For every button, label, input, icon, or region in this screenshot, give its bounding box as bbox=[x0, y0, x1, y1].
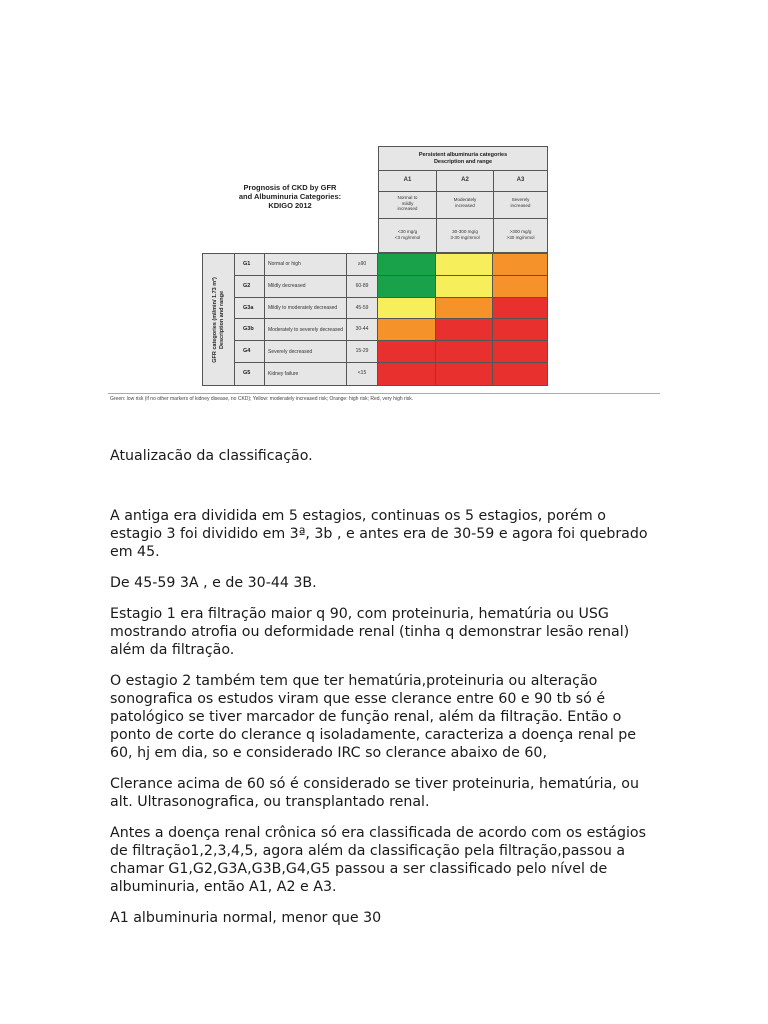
gfr-row-g4 bbox=[235, 341, 378, 363]
risk-cell-g1-a2 bbox=[436, 254, 493, 276]
albuminuria-header bbox=[379, 147, 547, 171]
risk-cell-g4-a2 bbox=[436, 341, 493, 363]
albuminuria-header-line: Description and range bbox=[433, 159, 493, 165]
albuminuria-range-line: 30-300 mg/g bbox=[452, 229, 478, 234]
albuminuria-range-line: <3 mg/mmol bbox=[394, 234, 421, 240]
gfr-desc: Normal or high bbox=[265, 254, 347, 275]
paragraph: Estagio 1 era filtração maior q 90, com proteinuria, hematúria ou USG mostrando atrofia ou deformidade renal (tinha q demonstrar lesão renal) além da filtração. bbox=[110, 606, 630, 658]
gfr-code: G3b bbox=[235, 319, 265, 340]
albuminuria-desc-a1 bbox=[379, 192, 437, 219]
figure-title-line: Prognosis of CKD by GFR bbox=[243, 183, 337, 192]
albuminuria-code-a2: A2 bbox=[437, 171, 494, 192]
kdigo-figure bbox=[0, 0, 768, 420]
risk-cell-g3b-a2 bbox=[436, 319, 493, 341]
risk-cell-g5-a3 bbox=[493, 363, 547, 385]
albuminuria-code-a3: A3 bbox=[494, 171, 547, 192]
risk-cell-g5-a2 bbox=[436, 363, 493, 385]
gfr-code: G2 bbox=[235, 276, 265, 297]
gfr-range: ≥90 bbox=[347, 254, 378, 275]
figure-title-line: KDIGO 2012 bbox=[268, 201, 312, 210]
risk-cell-g3a-a1 bbox=[378, 298, 436, 320]
albuminuria-range-line: 3-30 mg/mmol bbox=[450, 234, 480, 240]
gfr-table bbox=[202, 253, 548, 386]
gfr-row-g3b bbox=[235, 319, 378, 341]
caption-divider bbox=[108, 393, 660, 394]
gfr-range: 15-29 bbox=[347, 341, 378, 362]
figure-title-line: and Albuminuria Categories: bbox=[238, 192, 342, 201]
gfr-code: G3a bbox=[235, 298, 265, 319]
risk-cell-g4-a1 bbox=[378, 341, 436, 363]
gfr-code: G1 bbox=[235, 254, 265, 275]
albuminuria-desc-line: Normal to bbox=[397, 195, 418, 200]
gfr-range: <15 bbox=[347, 363, 378, 385]
gfr-row-g1 bbox=[235, 254, 378, 276]
gfr-row-g2 bbox=[235, 276, 378, 298]
albuminuria-range-line: >300 mg/g bbox=[509, 229, 532, 234]
paragraph: O estagio 2 também tem que ter hematúria,proteinuria ou alteração sonografica os estudos viram que esse clerance entre 60 e 90 tb só é patológico se tiver marcador de função renal, além da filtração. Então o ponto de corte do clerance q isoladamente, caracteriza a doença renal pe 60, hj em dia, so e considerado IRC so clerance abaixo de 60, bbox=[110, 673, 637, 761]
risk-cell-g2-a2 bbox=[436, 276, 493, 298]
paragraph: Antes a doença renal crônica só era classificada de acordo com os estágios de filtração1,2,3,4,5, agora além da classificação pela filtração,passou a chamar G1,G2,G3A,G3B,G4,G5 passou a ser classificado pelo nível de albuminuria, então A1, A2 e A3. bbox=[110, 825, 646, 895]
albuminuria-header-line: Persistent albuminuria categories bbox=[418, 152, 508, 158]
paragraph: De 45-59 3A , e de 30-44 3B. bbox=[110, 575, 317, 591]
gfr-side-header-text bbox=[212, 257, 226, 383]
risk-cell-g3a-a3 bbox=[493, 298, 547, 320]
document-body bbox=[110, 447, 658, 940]
albuminuria-desc-line: Severely bbox=[511, 197, 530, 202]
risk-cell-g3b-a1 bbox=[378, 319, 436, 341]
figure-caption: Green: low risk (if no other markers of kidney disease, no CKD); Yellow: moderately increased risk; Orange: high risk; Red, very high risk. bbox=[110, 396, 414, 402]
albuminuria-desc-line: mildly bbox=[401, 200, 414, 206]
gfr-desc: Moderately to severely decreased bbox=[265, 319, 347, 340]
paragraph: A antiga era dividida em 5 estagios, continuas os 5 estagios, porém o estagio 3 foi dividido em 3ª, 3b , e antes era de 30-59 e agora foi quebrado em 45. bbox=[110, 508, 648, 560]
albuminuria-range-line: <30 mg/g bbox=[397, 229, 418, 234]
risk-cell-g4-a3 bbox=[493, 341, 547, 363]
gfr-side-header-line: GFR categories (ml/min/ 1.73 m²) bbox=[212, 277, 218, 363]
albuminuria-code-a1: A1 bbox=[379, 171, 437, 192]
albuminuria-range-a2 bbox=[437, 219, 494, 252]
gfr-row-g5 bbox=[235, 363, 378, 385]
gfr-desc: Kidney failure bbox=[265, 363, 347, 385]
albuminuria-desc-line: increased bbox=[397, 206, 418, 211]
risk-cell-g2-a1 bbox=[378, 276, 436, 298]
risk-cell-g2-a3 bbox=[493, 276, 547, 298]
risk-cell-g5-a1 bbox=[378, 363, 436, 385]
gfr-side-header bbox=[203, 254, 235, 385]
albuminuria-range-line: >30 mg/mmol bbox=[506, 234, 535, 240]
gfr-desc: Mildly to moderately decreased bbox=[265, 298, 347, 319]
albuminuria-range-a1 bbox=[379, 219, 437, 252]
gfr-range: 30-44 bbox=[347, 319, 378, 340]
paragraph: A1 albuminuria normal, menor que 30 bbox=[110, 910, 382, 926]
gfr-side-header-line: Description and range bbox=[219, 290, 225, 350]
albuminuria-range-a3 bbox=[494, 219, 547, 252]
risk-cell-g3a-a2 bbox=[436, 298, 493, 320]
albuminuria-desc-line: increased bbox=[510, 202, 531, 208]
albuminuria-desc-line: increased bbox=[455, 202, 475, 208]
risk-cell-g1-a1 bbox=[378, 254, 436, 276]
albuminuria-desc-a3 bbox=[494, 192, 547, 219]
albuminuria-header-table bbox=[378, 146, 548, 253]
gfr-code: G5 bbox=[235, 363, 265, 385]
paragraph: Clerance acima de 60 só é considerado se tiver proteinuria, hematúria, ou alt. Ultrasonografica, ou transplantado renal. bbox=[110, 776, 639, 810]
albuminuria-desc-a2 bbox=[437, 192, 494, 219]
risk-cell-g1-a3 bbox=[493, 254, 547, 276]
section-heading: Atualizacão da classificação. bbox=[110, 448, 313, 464]
albuminuria-desc-line: Moderately bbox=[453, 197, 477, 202]
risk-cell-g3b-a3 bbox=[493, 319, 547, 341]
gfr-row-g3a bbox=[235, 298, 378, 320]
gfr-desc: Severely decreased bbox=[265, 341, 347, 362]
gfr-range: 60-89 bbox=[347, 276, 378, 297]
gfr-range: 45-59 bbox=[347, 298, 378, 319]
gfr-code: G4 bbox=[235, 341, 265, 362]
figure-title bbox=[210, 183, 370, 210]
gfr-desc: Mildly decreased bbox=[265, 276, 347, 297]
